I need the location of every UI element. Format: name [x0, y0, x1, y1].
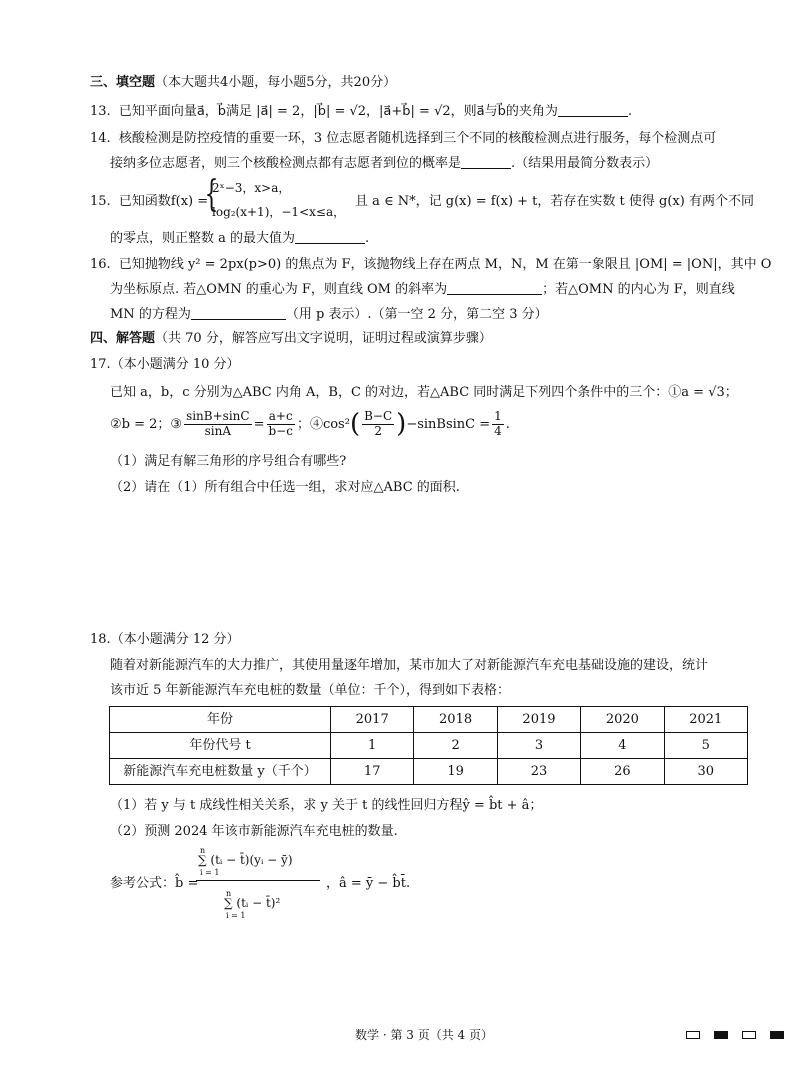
question-17-conditions [110, 410, 510, 439]
question-number: 16. [90, 257, 111, 272]
question-text-line2: 的零点，则正整数 a 的最大值为 [110, 231, 296, 246]
question-16-line2 [110, 281, 735, 299]
section-4-heading: 四、解答题 [90, 331, 156, 346]
question-15-line2 [110, 230, 369, 248]
question-15-rest: 且 a ∈ N*，记 g(x) = f(x) + t，若存在实数 t 使得 g(x) 有两个不同 [355, 194, 754, 209]
section-4-heading-line [90, 330, 492, 348]
table-row [110, 707, 748, 733]
sum-lower-1: i = 1 [200, 868, 220, 877]
question-text-line3: MN 的方程为 [110, 307, 191, 322]
right-paren-icon: ) [396, 409, 407, 440]
question-text-line1: 核酸检测是防控疫情的重要一环，3 位志愿者随机选择到三个不同的核酸检测点进行服务，每个检测点可 [118, 131, 717, 146]
condition-2: ②b = 2；③ [110, 416, 183, 432]
fraction-sin: $\frac{\sin B+\sin C}{\sin A}$ [186, 409, 250, 438]
formula-tail: ，â = ȳ − b̂t̄. [326, 876, 411, 891]
question-16-line3 [110, 306, 548, 324]
table-cell: 2 [414, 733, 497, 759]
condition-4-rest: −sinBsinC = [406, 416, 491, 432]
fraction-sides: $\frac{a+c}{b-c}$ [268, 409, 293, 438]
question-tail: .（结果用最简分数表示） [511, 156, 659, 171]
hollow-square-icon [686, 1031, 700, 1039]
formula-numerator: ∑ (tᵢ − t̄)(yᵢ − ȳ) [198, 853, 293, 867]
question-18-line1: 随着对新能源汽车的大力推广，其使用量逐年增加，某市加大了对新能源汽车充电基础设施的建设，统计 [110, 658, 709, 673]
question-18-sub2: （2）预测 2024 年该市新能源汽车充电桩的数量. [110, 824, 398, 839]
question-17-sub1: （1）满足有解三角形的序号组合有哪些? [110, 454, 347, 469]
fraction-quarter: $\frac{1}{4}$ [494, 409, 502, 438]
formula-denominator: ∑ (tᵢ − t̄)² [224, 896, 281, 910]
section-3-heading-line [90, 74, 396, 92]
table-cell: 2017 [331, 707, 414, 733]
data-table [109, 706, 748, 785]
question-17-sub2: （2）请在（1）所有组合中任选一组，求对应△ABC 的面积. [110, 480, 460, 495]
table-row-label: 年份 [110, 707, 331, 733]
table-cell: 19 [414, 759, 497, 785]
question-number: 18. [90, 632, 111, 647]
fraction-angle: $\frac{B-C}{2}$ [364, 409, 393, 438]
answer-blank [558, 104, 628, 117]
question-18-header [90, 631, 240, 649]
table-row-label: 新能源汽车充电桩数量 y（千个） [110, 759, 331, 785]
formula-label: 参考公式：b̂ = [110, 876, 199, 891]
table-row-label: 年份代号 t [110, 733, 331, 759]
question-text-line1: 已知抛物线 y² = 2px(p>0) 的焦点为 F，该抛物线上存在两点 M，N，M 在第一象限且 |OM| = |ON|，其中 O [118, 257, 772, 272]
table-cell: 2020 [581, 707, 664, 733]
question-number: 17. [90, 357, 111, 372]
question-text-line2: 接纳多位志愿者，则三个核酸检测点都有志愿者到位的概率是 [110, 156, 462, 171]
sum-lower-2: i = 1 [226, 911, 246, 920]
table-cell: 2021 [664, 707, 747, 733]
question-score: （本小题满分 10 分） [110, 357, 240, 372]
question-13 [90, 103, 632, 121]
sum-upper-1: n [200, 846, 206, 855]
left-brace-icon: { [204, 174, 219, 215]
table-cell: 3 [497, 733, 580, 759]
answer-blank [461, 156, 511, 169]
filled-square-icon [770, 1031, 784, 1039]
table-row [110, 733, 748, 759]
question-18-sub1: （1）若 y 与 t 成线性相关关系，求 y 关于 t 的线性回归方程ŷ = b̂t + â； [110, 798, 543, 813]
table-cell: 4 [581, 733, 664, 759]
answer-blank [295, 231, 365, 244]
question-17-header [90, 356, 240, 374]
question-tail-3: （用 p 表示）.（第一空 2 分，第二空 3 分） [285, 307, 548, 322]
section-4-note: （共 70 分，解答应写出文字说明，证明过程或演算步骤） [155, 331, 492, 346]
question-number: 13. [90, 104, 111, 119]
question-14 [90, 130, 716, 148]
piecewise-case-1: 2ˣ−3，x>a， [212, 181, 291, 195]
question-tail: . [627, 104, 632, 119]
question-number: 14. [90, 131, 111, 146]
question-17-line1: 已知 a，b，c 分别为△ABC 内角 A，B，C 的对边，若△ABC 同时满足下列四个条件中的三个：①a = √3； [110, 385, 738, 400]
condition-4: ；④cos² [296, 416, 350, 432]
table-row [110, 759, 748, 785]
question-tail-2: ；若△OMN 的内心为 F，则直线 [542, 282, 735, 297]
piecewise-case-2: log₂(x+1)，−1<x≤a， [212, 205, 346, 219]
table-cell: 2018 [414, 707, 497, 733]
table-cell: 5 [664, 733, 747, 759]
table-cell: 26 [581, 759, 664, 785]
question-number: 15. [90, 194, 111, 209]
left-paren-icon: ( [349, 409, 361, 440]
footer-marks [686, 1031, 784, 1039]
filled-square-icon [714, 1031, 728, 1039]
question-15-lead [90, 193, 208, 211]
table-cell: 30 [664, 759, 747, 785]
question-14-line2 [110, 155, 658, 173]
table-cell: 17 [331, 759, 414, 785]
question-16 [90, 256, 771, 274]
hollow-square-icon [742, 1031, 756, 1039]
function-lead: 已知函数f(x) = [118, 194, 209, 209]
formula-fraction-bar [196, 880, 320, 881]
equals-sign: = [253, 416, 265, 432]
question-18-line2: 该市近 5 年新能源汽车充电桩的数量（单位：千个），得到如下表格： [110, 683, 511, 698]
question-tail: . [365, 231, 370, 246]
section-3-heading: 三、填空题 [90, 75, 156, 90]
answer-blank-1 [447, 282, 542, 295]
question-score: （本小题满分 12 分） [110, 632, 240, 647]
table-cell: 1 [331, 733, 414, 759]
table-cell: 2019 [497, 707, 580, 733]
condition-tail: . [505, 416, 510, 432]
answer-blank-2 [191, 307, 286, 320]
sum-upper-2: n [226, 889, 232, 898]
question-text: 已知平面向量a⃗，b⃗满足 |a⃗| = 2，|b⃗| = √2，|a⃗+b⃗| = √2，则a⃗与b⃗的夹角为 [118, 104, 558, 119]
table-cell: 23 [497, 759, 580, 785]
section-3-note: （本大题共4小题，每小题5分，共20分） [155, 75, 397, 90]
page-footer: 数学 · 第 3 页（共 4 页） [355, 1028, 493, 1042]
question-text-line2: 为坐标原点. 若△OMN 的重心为 F，则直线 OM 的斜率为 [110, 282, 448, 297]
